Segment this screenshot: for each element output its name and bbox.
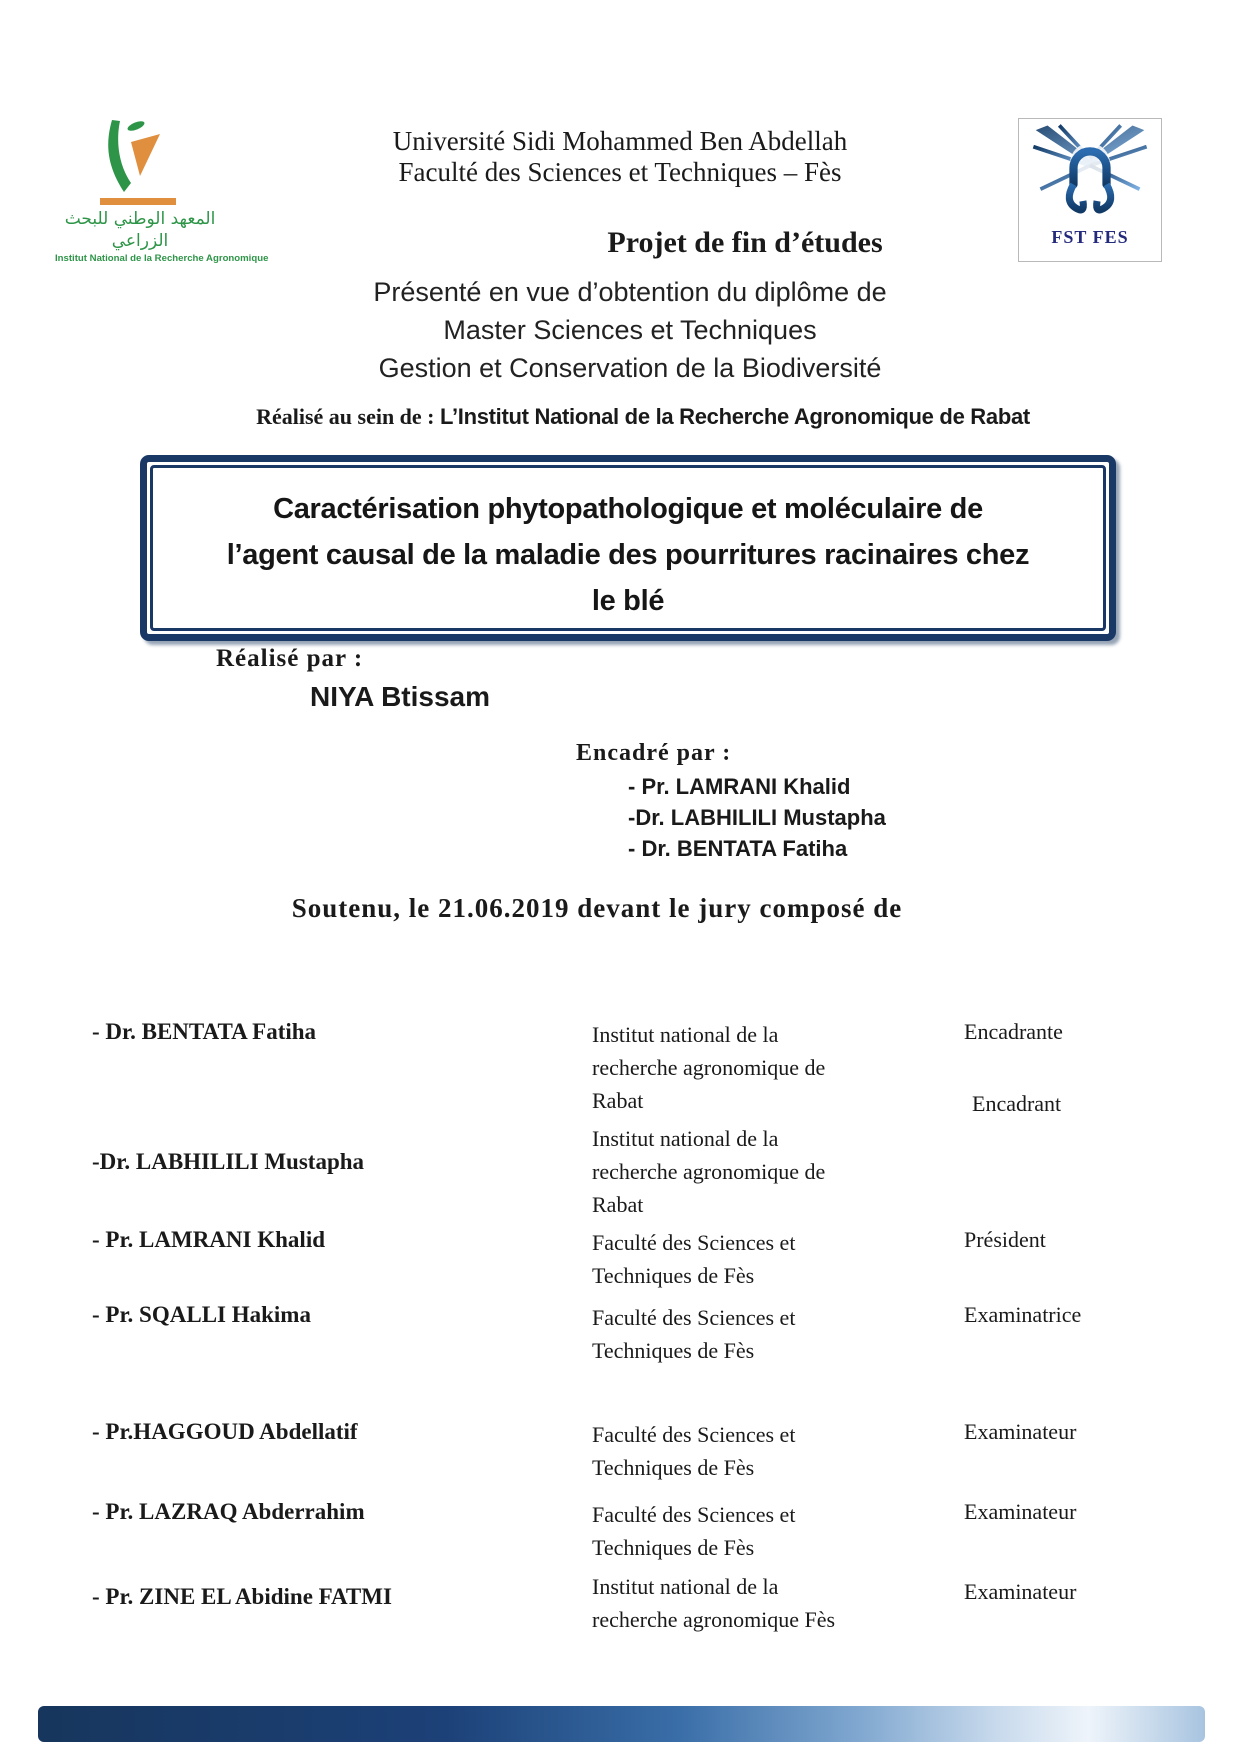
author-block [216, 645, 490, 713]
presentation-line: Présenté en vue d’obtention du diplôme de [373, 277, 887, 307]
jury-member-name: -Dr. LABHILILI Mustapha [92, 1149, 365, 1174]
thesis-title-line-2: l’agent causal de la maladie des pourritures racinaires chez [226, 539, 1030, 571]
jury-member-role: Examinateur [964, 1419, 1077, 1444]
jury-member-role: Encadrante [964, 1019, 1063, 1044]
inra-logo-icon [98, 118, 162, 196]
jury-member-affiliation: Institut national de la recherche agronomique de Rabat [592, 1126, 826, 1217]
jury-member-name: - Pr. LAMRANI Khalid [92, 1227, 325, 1252]
jury-member-affiliation: Faculté des Sciences et Techniques de Fès [592, 1422, 796, 1480]
jury-member-role: Encadrant [972, 1091, 1062, 1116]
jury-member-affiliation: Institut national de la recherche agronomique Fès [592, 1574, 836, 1632]
jury-member-affiliation: Faculté des Sciences et Techniques de Fès [592, 1230, 796, 1288]
thesis-title-line-3: le blé [591, 585, 665, 617]
thesis-title-box-inner [150, 465, 1106, 631]
faculty-name: Faculté des Sciences et Techniques – Fès [398, 157, 842, 187]
university-name: Université Sidi Mohammed Ben Abdellah [392, 126, 848, 156]
host-label: Réalisé au sein de : [256, 404, 435, 429]
university-header [280, 126, 960, 188]
inra-orange-bar [100, 198, 176, 205]
jury-member-name: - Pr. LAZRAQ Abderrahim [92, 1499, 365, 1524]
degree-line: Master Sciences et Techniques [443, 315, 817, 345]
defense-statement: Soutenu, le 21.06.2019 devant le jury composé de [291, 893, 903, 923]
inra-caption: Institut National de la Recherche Agronomique [55, 253, 269, 264]
supervisors-block [576, 740, 886, 864]
jury-member-name: - Pr.HAGGOUD Abdellatif [92, 1419, 358, 1444]
fst-fes-label: FST FES [1051, 227, 1129, 247]
jury-row [92, 1498, 1192, 1564]
footer-gradient-bar [38, 1706, 1205, 1742]
jury-table [92, 1010, 1192, 1710]
jury-member-role: Examinatrice [964, 1302, 1082, 1327]
jury-row [92, 1570, 1192, 1636]
jury-member-affiliation: Faculté des Sciences et Techniques de Fès [592, 1502, 796, 1560]
jury-member-name: - Dr. BENTATA Fatiha [92, 1019, 317, 1044]
jury-row [92, 1418, 1192, 1484]
jury-member-role: Examinateur [964, 1499, 1077, 1524]
intro-block [180, 222, 1080, 432]
supervisor-item: - Dr. BENTATA Fatiha [628, 836, 848, 861]
jury-member-name: - Pr. SQALLI Hakima [92, 1302, 311, 1327]
supervisor-item: - Pr. LAMRANI Khalid [628, 774, 851, 799]
jury-member-affiliation: Faculté des Sciences et Techniques de Fès [592, 1305, 796, 1363]
jury-member-role: Examinateur [964, 1579, 1077, 1604]
supervisors-label: Encadré par : [576, 740, 732, 766]
host-line [193, 402, 1093, 432]
fst-fes-logo-icon [1031, 123, 1149, 227]
author-label: Réalisé par : [216, 645, 364, 672]
thesis-title-line-1: Caractérisation phytopathologique et moléculaire de [273, 493, 983, 525]
thesis-title-box [140, 455, 1116, 641]
jury-member-role: Président [964, 1227, 1046, 1252]
project-type: Projet de fin d’études [607, 226, 883, 259]
jury-member-affiliation: Institut national de la recherche agronomique de Rabat [592, 1022, 826, 1113]
author-name: NIYA Btissam [310, 681, 491, 712]
specialty-line: Gestion et Conservation de la Biodiversité [378, 353, 882, 383]
jury-row [92, 1301, 1192, 1367]
supervisor-item: -Dr. LABHILILI Mustapha [628, 805, 886, 830]
host-value: L’Institut National de la Recherche Agronomique de Rabat [440, 404, 1030, 429]
jury-row [92, 1226, 1192, 1292]
inra-arabic-name: المعهد الوطني للبحث الزراعي [64, 209, 216, 251]
jury-member-name: - Pr. ZINE EL Abidine FATMI [92, 1584, 392, 1609]
jury-row [92, 1091, 1192, 1221]
